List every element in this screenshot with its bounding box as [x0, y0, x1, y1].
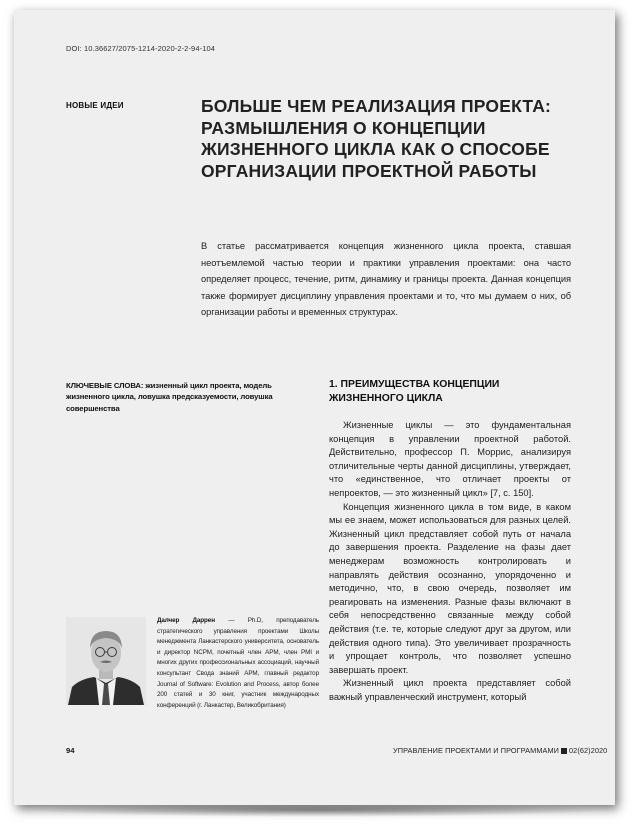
author-bio-text: — Ph.D, преподаватель стратегического управления проектами Школы менеджмента Ланкастерского университета, основатель и директор NCPM, почетный член APM, член PMI и многих других профессиональных ассоциаций, научный консультант Свода знаний APM, главный редактор Journal of Software: Evolution and Process, автор более 200 статей и 30 книг, участник международных конференций (г. Ланкастер, Великобритания) — [157, 617, 319, 709]
body-paragraph: Жизненный цикл проекта представляет собой важный управленческий инструмент, который — [329, 678, 571, 702]
page-number: 94 — [66, 746, 75, 755]
running-footer — [393, 746, 607, 755]
article-title: БОЛЬШЕ ЧЕМ РЕАЛИЗАЦИЯ ПРОЕКТА: РАЗМЫШЛЕНИЯ О КОНЦЕПЦИИ ЖИЗНЕННОГО ЦИКЛА КАК О СПОСОБЕ ОРГАНИЗАЦИИ ПРОЕКТНОЙ РАБОТЫ — [201, 96, 552, 181]
rubric-label: НОВЫЕ ИДЕИ — [66, 101, 124, 110]
keywords: КЛЮЧЕВЫЕ СЛОВА: жизненный цикл проекта, модель жизненного цикла, ловушка предсказуемости, ловушка совершенства — [66, 381, 273, 413]
author-name: Далчер Даррен — [157, 617, 215, 624]
doi-line: DOI: 10.36627/2075-1214-2020-2-2-94-104 — [66, 44, 216, 53]
section-heading: 1. ПРЕИМУЩЕСТВА КОНЦЕПЦИИ ЖИЗНЕННОГО ЦИКЛА — [329, 379, 500, 404]
square-separator-icon — [561, 748, 567, 754]
body-paragraph: Концепция жизненного цикла в том виде, в каком мы ее знаем, может использоваться для разных целей. Жизненный цикл представляет собой путь от начала до завершения проекта. Разделение на фазы дает менеджерам возможность контролировать и направлять действия осознанно, упорядоченно и методично, что, в свою очередь, позволяет им реагировать на изменения. Разные фазы включают в себя непосредственно связанные между собой действия (т.е. те, которые следуют друг за другом, или действия одного типа). Это увеличивает прозрачность и упрощает контроль, что позволяет успешно завершать проект. — [329, 501, 571, 675]
journal-name: УПРАВЛЕНИЕ ПРОЕКТАМИ И ПРОГРАММАМИ — [393, 746, 559, 755]
issue-number: 02(62)2020 — [569, 746, 608, 755]
abstract: В статье рассматривается концепция жизненного цикла проекта, ставшая неотъемлемой частью теории и практики управления проектами: она часто определяет процесс, течение, ритм, динамику и границы проекта. Данная концепция также формирует дисциплину управления проектами и то, что мы думаем о них, об организации работы и временных структурах. — [201, 241, 571, 318]
author-bio — [157, 616, 319, 711]
page-shadow — [30, 803, 605, 817]
author-photo — [66, 617, 146, 705]
body-text — [329, 419, 571, 704]
body-paragraph: Жизненные циклы — это фундаментальная концепция в управлении проектной работой. Действительно, профессор П. Моррис, анализируя отличительные черты данной дисциплины, утверждает, что «единственное, что отличает проекты от непроектов, — это жизненный цикл» [7, с. 150]. — [329, 420, 571, 498]
